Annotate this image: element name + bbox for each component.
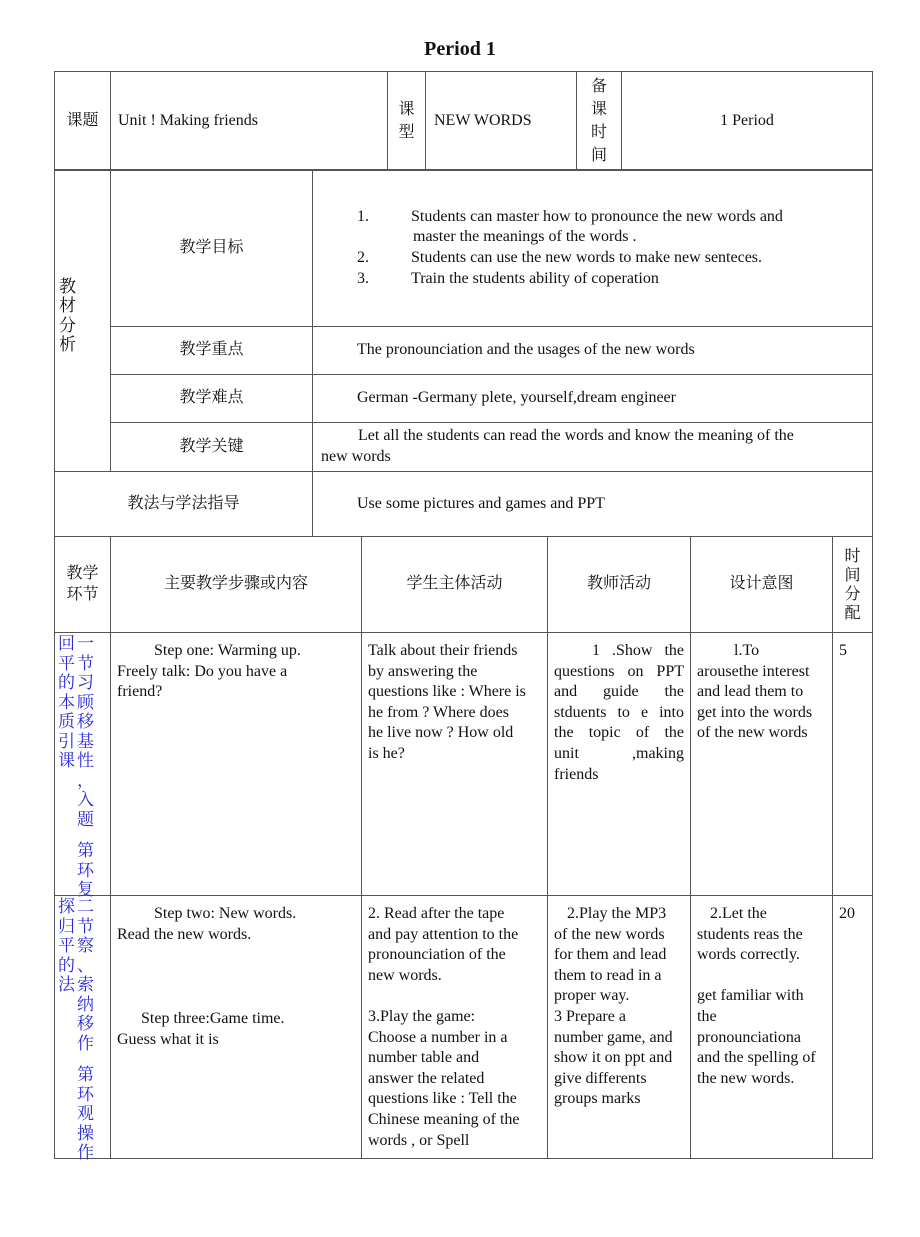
steps-cell: Step one: Warming up. Freely talk: Do you have a friend? bbox=[111, 633, 362, 896]
method-label: 教法与学法指导 bbox=[55, 472, 313, 537]
type-value: NEW WORDS bbox=[426, 72, 577, 171]
type-label: 课 型 bbox=[388, 72, 426, 171]
difficulties-label: 教学难点 bbox=[111, 375, 313, 423]
header-student: 学生主体活动 bbox=[362, 537, 548, 633]
steps-cell: Step two: New words. Read the new words. Step three:Game time. Guess what it is bbox=[111, 896, 362, 1159]
stage-text-b: 一 节 习 顾 移 基 性 ， 入 题 第 环 复 bbox=[77, 634, 94, 899]
objectives-label: 教学目标 bbox=[111, 170, 313, 327]
student-cell: Talk about their friends by answering the questions like : Where is he from ? Where does he live now ? How old is he? bbox=[362, 633, 548, 896]
topic-label: 课题 bbox=[55, 72, 111, 171]
process-table bbox=[54, 536, 873, 1162]
teacher-cell: 2.Play the MP3 of the new words for them and lead them to read in a proper way. 3 Prepare a number game, and show it on ppt and give differents groups marks bbox=[548, 896, 691, 1159]
key-label: 教学关键 bbox=[111, 423, 313, 472]
objective-item: 2. Students can use the new words to make new senteces. bbox=[357, 249, 763, 266]
time-cell: 20 bbox=[833, 896, 873, 1159]
header-intent: 设计意图 bbox=[691, 537, 833, 633]
hours-value: 1 Period bbox=[622, 72, 873, 171]
process-header-row bbox=[55, 537, 873, 633]
header-steps: 主要教学步骤或内容 bbox=[111, 537, 362, 633]
time-cell: 5 bbox=[833, 633, 873, 896]
key-points-value: The pronounciation and the usages of the new words bbox=[313, 327, 873, 375]
teacher-cell: 1 .Show the questions on PPT and guide the stduents to e into the topic of the unit ,making friends bbox=[548, 633, 691, 896]
stage-text-a: 探 归 平 的 法 bbox=[58, 897, 75, 994]
method-value: Use some pictures and games and PPT bbox=[313, 472, 873, 537]
page-title: Period 1 bbox=[424, 38, 496, 60]
objectives-list bbox=[313, 207, 872, 289]
topic-value: Unit ! Making friends bbox=[111, 72, 388, 171]
analysis-table bbox=[54, 169, 873, 472]
stage-cell bbox=[55, 633, 111, 899]
stage-cell bbox=[55, 896, 111, 1162]
objective-item: 1. Students can master how to pronounce the new words and master the meanings of the words . bbox=[357, 207, 783, 246]
difficulties-value: German -Germany plete, yourself,dream engineer bbox=[313, 375, 873, 423]
intent-cell: 2.Let the students reas the words correctly. get familiar with the pronounciationa and the spelling of the new words. bbox=[691, 896, 833, 1159]
key-value: Let all the students can read the words and know the meaning of the new words bbox=[313, 423, 873, 472]
key-points-label: 教学重点 bbox=[111, 327, 313, 375]
header-stage: 教学 环节 bbox=[55, 537, 111, 633]
header-table bbox=[54, 71, 873, 171]
objective-item: 3. Train the students ability of coperation bbox=[357, 269, 659, 287]
intent-cell: l.To arousethe interest and lead them to get into the words of the new words bbox=[691, 633, 833, 896]
method-table bbox=[54, 471, 873, 537]
objectives-cell bbox=[313, 170, 873, 327]
header-time: 时 间 分 配 bbox=[833, 537, 873, 633]
hours-label: 备 课 时 间 bbox=[577, 72, 622, 171]
stage-text-b: 二 节 察 、 索 纳 移 作 第 环 观 操 作 bbox=[77, 897, 94, 1162]
analysis-section-label: 教 材 分 析 bbox=[55, 170, 111, 472]
header-teacher: 教师活动 bbox=[548, 537, 691, 633]
process-row bbox=[55, 896, 873, 1159]
stage-text-a: 回 平 的 本 质 引 课 bbox=[58, 634, 75, 770]
student-cell: 2. Read after the tape and pay attention to the pronounciation of the new words. 3.Play the game: Choose a number in a number table and answer the related questions like : Tell the Chinese meaning of the words , or Spell bbox=[362, 896, 548, 1159]
process-row bbox=[55, 633, 873, 896]
